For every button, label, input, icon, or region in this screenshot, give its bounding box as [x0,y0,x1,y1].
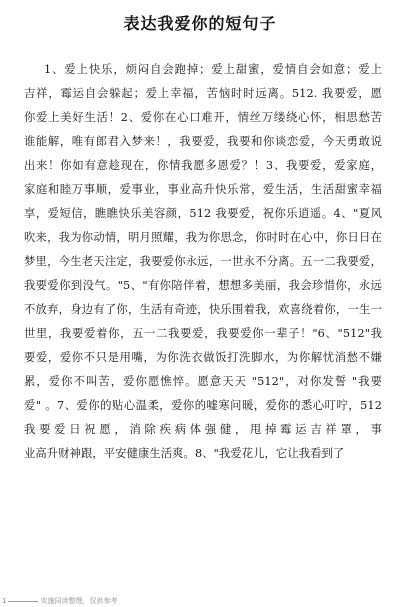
text-line: 世里，我要爱着你，五一二我要爱，我要爱你一辈子！"6、"512"我 [24,327,382,340]
text-line: 爱" 。7、爱你的贴心温柔，爱你的嘘寒问暖，爱你的悉心叮咛，512 [24,399,382,412]
text-line: 不放弃，身边有了你，生活有奇迹，快乐围着我，欢喜绕着你，一生一 [24,303,382,316]
text-line: 享，爱短信，瞧瞧快乐美容颜，512 我要爱，祝你乐逍遥。4、"夏风 [24,207,382,220]
footer-note: 实施同读整理，仅供参考 [40,597,118,605]
document-body [24,58,382,466]
text-line: 我要爱日祝愿，消除疾病体强健，甩掉霉运吉祥罩，事 [24,423,382,436]
text-line: 谁能解，唯有郎君入梦来！，我要爱，我要和你谈恋爱，今天勇敢说 [24,135,382,148]
text-line: 累，爱你不叫苦，爱你愿憔悴。愿意天天 "512"，对你发誓 "我要 [24,375,382,388]
text-line: 梦里，今生老天注定，我要爱你永远，一世永不分离。五一二我要爱， [24,255,382,268]
text-line: 1、爱上快乐，烦闷自会跑掉；爱上甜蜜，爱情自会如意；爱上 [44,63,382,76]
page-number: 1 [2,597,7,605]
document-title: 表达我爱你的短句子 [123,14,277,33]
page-footer [2,596,117,606]
text-line: 出来！你如有意趁现在，你情我愿多恩爱？！3、我要爱，爱家庭， [24,159,382,172]
text-line: 要爱，爱你不只是用嘴，为你洗衣做饭打洗脚水，为你解忧消愁不嫌 [24,351,382,364]
text-line: 我要爱你到没气。"5、"有你陪伴着，想想多美丽，我会珍惜你，永远 [24,279,382,292]
text-line: 你爱上美好生活！2、爱你在心口难开，情丝万缕绕心怀，相思愁苦 [24,111,382,124]
text-line: 吹来，我为你动情，明月照耀，我为你思念，你时时在心中，你日日在 [24,231,382,244]
text-line: 家庭和睦万事顺，爱事业，事业高升快乐常，爱生活，生活甜蜜幸福 [24,183,382,196]
text-line: 业高升财神跟，平安健康生活爽。8、"我爱花儿，它让我看到了 [24,447,345,460]
text-line: 吉祥，霉运自会躲起；爱上幸福，苦恼时时远离。512. 我要爱，愿 [24,87,382,100]
footer-rule [8,601,38,602]
